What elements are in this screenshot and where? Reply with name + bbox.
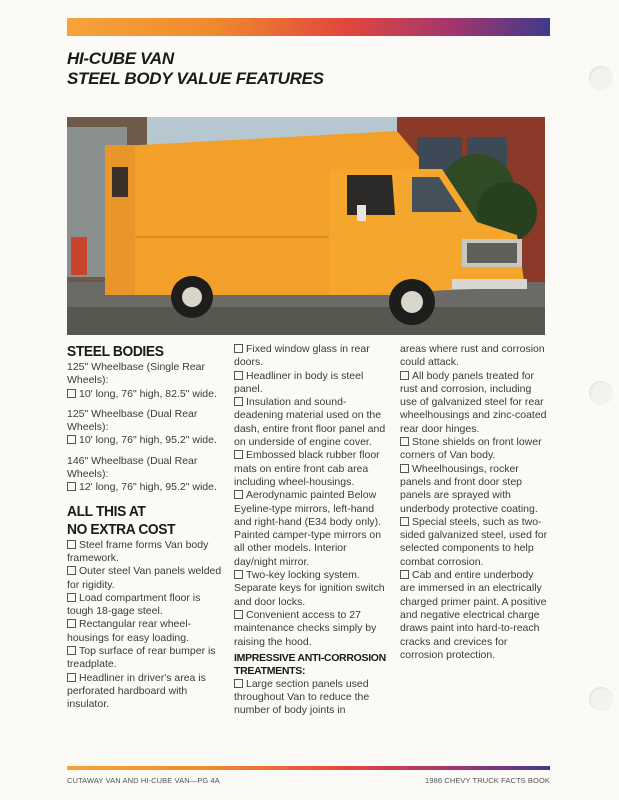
list-item (67, 565, 229, 592)
list-item-text: Top surface of rear bumper is treadplate. (67, 645, 216, 671)
wheelbase-3-spec-text: 12' long, 76" high, 95.2" wide. (79, 481, 217, 494)
title-line-2: STEEL BODY VALUE FEATURES (67, 69, 324, 88)
checkbox-icon (400, 570, 409, 579)
list-item (400, 569, 550, 662)
checkbox-icon (400, 464, 409, 473)
list-item-text: Two-key locking system. Separate keys for ignition switch and door locks. (234, 569, 385, 608)
checkbox-icon (67, 540, 76, 549)
list-item (400, 463, 550, 516)
list-item (234, 343, 386, 370)
list-item-text: Fixed window glass in rear doors. (234, 343, 370, 369)
wheelbase-2-spec (67, 434, 229, 447)
wheelbase-3-spec (67, 481, 229, 494)
list-item (67, 645, 229, 672)
footer-right: 1986 CHEVY TRUCK FACTS BOOK (425, 776, 550, 785)
list-item-text: Aerodynamic painted Below Eyeline-type mirrors, left-hand and right-hand (E34 body only). Painted camper-type mirrors on all other models. Interior day/night mirror. (234, 489, 382, 568)
wheelbase-2-spec-text: 10' long, 76" high, 95.2" wide. (79, 434, 217, 447)
list-item (400, 436, 550, 463)
list-item-text: Insulation and sound-deadening material used on the dash, entire front floor panel and on underside of engine cover. (234, 396, 386, 449)
checkbox-icon (234, 679, 243, 688)
list-item (234, 609, 386, 649)
wheelbase-1-spec-text: 10' long, 76" high, 82.5" wide. (79, 387, 217, 400)
checkbox-icon (400, 517, 409, 526)
list-item (234, 449, 386, 489)
checkbox-icon (234, 570, 243, 579)
wheelbase-1-title: 125" Wheelbase (Single Rear Wheels): (67, 361, 205, 387)
list-item (67, 672, 229, 712)
footer-gradient-bar (67, 766, 550, 770)
checkbox-icon (234, 344, 243, 353)
list-item-text: Outer steel Van panels welded for rigidity. (67, 565, 222, 591)
heading-steel-bodies: STEEL BODIES (67, 343, 164, 360)
checkbox-icon (67, 673, 76, 682)
subheading-line-1: IMPRESSIVE ANTI-CORROSION (234, 651, 386, 664)
van-illustration (67, 117, 545, 335)
checkbox-icon (67, 389, 76, 398)
checkbox-icon (234, 371, 243, 380)
continuation-text: areas where rust and corrosion could attack. (400, 343, 545, 369)
list-item (67, 618, 229, 645)
punch-hole-top (589, 66, 613, 90)
column-2 (234, 343, 386, 718)
list-item-text: Headliner in driver's area is perforated hardboard with insulator. (67, 671, 206, 711)
checkbox-icon (67, 646, 76, 655)
hi-cube-van-photo (67, 117, 545, 335)
column-3 (400, 343, 550, 662)
list-item (234, 396, 386, 449)
list-item-text: Special steels, such as two-sided galvanized steel, used for selected components to help combat corrosion. (400, 515, 548, 568)
list-item-text: Convenient access to 27 maintenance checks simply by raising the hood. (234, 608, 377, 648)
list-item-text: Large section panels used throughout Van to reduce the number of body joints in (234, 677, 370, 717)
list-item-text: Wheelhousings, rocker panels and front door step panels are sprayed with underbody protective coating. (400, 462, 538, 515)
page-title (67, 49, 324, 89)
list-item-text: Rectangular rear wheel-housings for easy loading. (67, 618, 192, 644)
title-line-1: HI-CUBE VAN (67, 49, 174, 68)
checkbox-icon (400, 371, 409, 380)
heading-no-extra-cost-line-1: ALL THIS AT (67, 502, 146, 520)
list-item (234, 489, 386, 569)
checkbox-icon (67, 619, 76, 628)
list-item (67, 539, 229, 566)
list-item (400, 370, 550, 436)
list-item-text: Cab and entire underbody are immersed in an electrically charged primer paint. A positive and negative electrical charge draws paint into hard-to-reach cracks and crevices for corrosion protection. (400, 569, 547, 661)
punch-hole-middle (589, 381, 613, 405)
wheelbase-3-title: 146" Wheelbase (Dual Rear Wheels): (67, 454, 198, 481)
column-1 (67, 343, 229, 712)
checkbox-icon (400, 437, 409, 446)
subheading-anti-corrosion (234, 652, 386, 678)
header-gradient-bar (67, 18, 550, 36)
checkbox-icon (67, 593, 76, 602)
footer-left: CUTAWAY VAN AND HI-CUBE VAN—PG 4A (67, 776, 220, 785)
punch-hole-bottom (589, 687, 613, 711)
list-item-text: All body panels treated for rust and corrosion, including use of galvanized steel for rear wheelhousings and zinc-coated rear door hinges. (400, 369, 547, 435)
checkbox-icon (67, 566, 76, 575)
list-item (400, 516, 550, 569)
list-item-text: Embossed black rubber floor mats on entire front cab area including wheel-housings. (234, 449, 380, 488)
checkbox-icon (67, 435, 76, 444)
list-item (234, 370, 386, 397)
list-item-text: Headliner in body is steel panel. (234, 369, 364, 395)
wheelbase-2-title: 125" Wheelbase (Dual Rear Wheels): (67, 407, 198, 434)
subheading-line-2: TREATMENTS: (234, 664, 306, 677)
checkbox-icon (234, 610, 243, 619)
list-item-text: Steel frame forms Van body framework. (67, 538, 209, 564)
checkbox-icon (234, 490, 243, 499)
wheelbase-1-spec (67, 388, 229, 401)
list-item-text: Stone shields on front lower corners of Van body. (400, 436, 542, 462)
checkbox-icon (67, 482, 76, 491)
list-item (67, 592, 229, 619)
heading-no-extra-cost-line-2: NO EXTRA COST (67, 520, 176, 538)
list-item (234, 569, 386, 609)
list-item (234, 678, 386, 718)
checkbox-icon (234, 450, 243, 459)
checkbox-icon (234, 397, 243, 406)
list-item-text: Load compartment floor is tough 18-gage steel. (67, 591, 201, 618)
